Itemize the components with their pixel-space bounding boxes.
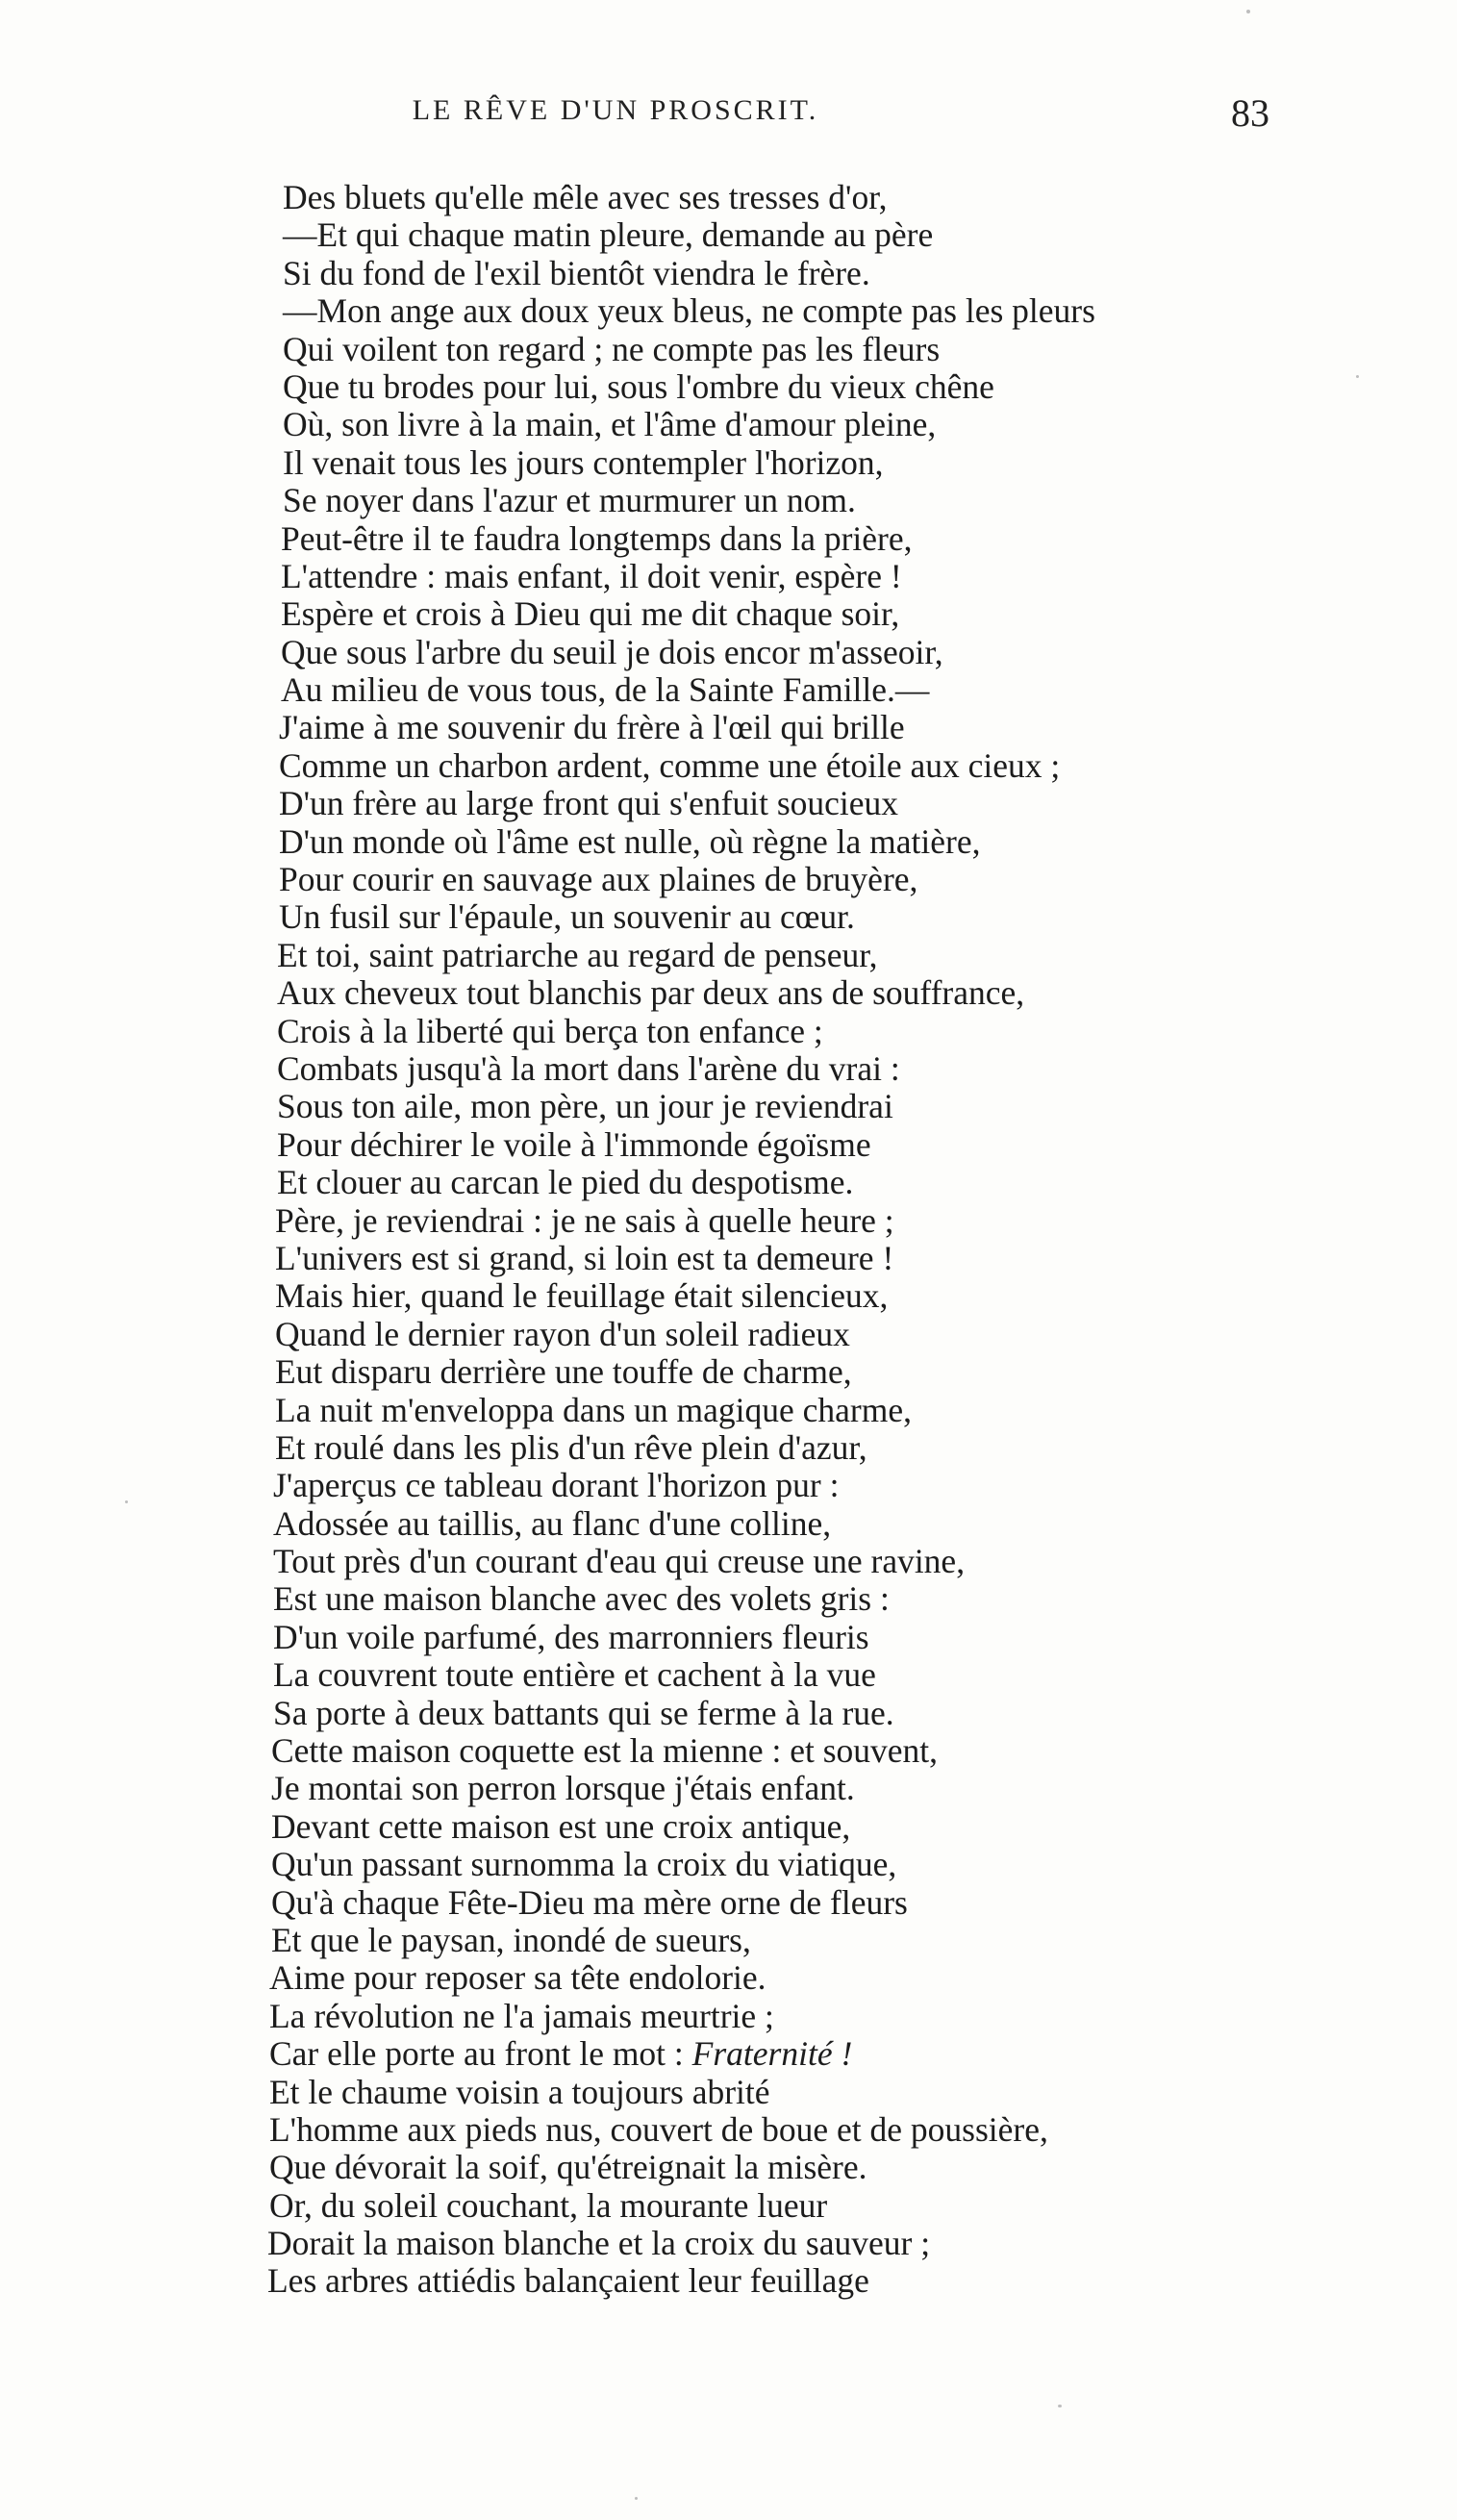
poem-line	[260, 1998, 1443, 2035]
poem-line	[260, 974, 1443, 1012]
poem-line	[260, 1013, 1443, 1050]
poem-line	[260, 406, 1443, 443]
poem-line	[260, 1619, 1443, 1656]
poem-line-text: Est une maison blanche avec des volets gris :	[273, 1579, 890, 1619]
poem-line-text: Peut-être il te faudra longtemps dans la prière,	[281, 518, 913, 558]
poem-line	[260, 2225, 1443, 2262]
poem-line	[260, 861, 1443, 898]
poem-line-text: L'attendre : mais enfant, il doit venir, espère !	[281, 556, 902, 595]
page-number: 83	[1231, 91, 1269, 135]
poem-line	[260, 2035, 1443, 2073]
poem-line-text: Un fusil sur l'épaule, un souvenir au cœur.	[279, 897, 855, 937]
poem-line	[260, 1353, 1443, 1391]
poem-line	[260, 1959, 1443, 1997]
poem-line	[260, 216, 1443, 254]
poem-line	[260, 1202, 1443, 1240]
poem-line	[260, 1429, 1443, 1467]
poem-line	[260, 785, 1443, 822]
poem-line	[260, 2149, 1443, 2186]
poem-line	[260, 634, 1443, 671]
poem-line	[260, 1656, 1443, 1694]
poem-line	[260, 747, 1443, 785]
poem-line	[260, 709, 1443, 746]
poem-line-text: Et le chaume voisin a toujours abrité	[269, 2072, 770, 2111]
poem-line-text: Au milieu de vous tous, de la Sainte Famille.—	[281, 670, 930, 710]
poem-line-text: Où, son livre à la main, et l'âme d'amour pleine,	[283, 405, 937, 444]
poem-line	[260, 520, 1443, 558]
poem-line-text: Crois à la liberté qui berça ton enfance ;	[277, 1011, 823, 1050]
poem-line-text: Mais hier, quand le feuillage était silencieux,	[275, 1276, 889, 1316]
poem-line	[260, 1732, 1443, 1770]
poem-line-emphasis: Fraternité !	[691, 2034, 853, 2074]
poem-line	[260, 558, 1443, 595]
poem-line	[260, 1392, 1443, 1429]
poem-line-text: J'aime à me souvenir du frère à l'œil qui brille	[279, 708, 905, 747]
poem-line	[260, 2111, 1443, 2149]
print-speck	[125, 1500, 128, 1503]
poem-line-text: Il venait tous les jours contempler l'horizon,	[283, 442, 884, 482]
poem-line-text: Adossée au taillis, au flanc d'une colline,	[273, 1503, 832, 1543]
poem-line-text: Que tu brodes pour lui, sous l'ombre du vieux chêne	[283, 366, 994, 406]
poem-line-text: La révolution ne l'a jamais meurtrie ;	[269, 1996, 774, 2035]
poem-text	[260, 179, 1443, 2301]
poem-line	[260, 937, 1443, 974]
poem-line-text: Cette maison coquette est la mienne : et souvent,	[271, 1731, 939, 1771]
poem-line	[260, 1164, 1443, 1201]
poem-line-text: Pour déchirer le voile à l'immonde égoïsme	[277, 1124, 871, 1164]
poem-line	[260, 1316, 1443, 1353]
poem-line	[260, 1695, 1443, 1732]
poem-line	[260, 1884, 1443, 1922]
poem-line	[260, 292, 1443, 330]
poem-line	[260, 1505, 1443, 1543]
poem-line-text: La nuit m'enveloppa dans un magique charme,	[275, 1390, 912, 1429]
poem-line	[260, 898, 1443, 936]
poem-line-text: Pour courir en sauvage aux plaines de bruyère,	[279, 860, 918, 899]
poem-line-text: Aime pour reposer sa tête endolorie.	[269, 1958, 766, 1998]
poem-line	[260, 1050, 1443, 1088]
poem-line-text: Et que le paysan, inondé de sueurs,	[271, 1920, 751, 1959]
poem-line	[260, 255, 1443, 292]
poem-line	[260, 1846, 1443, 1883]
poem-line-text: Eut disparu derrière une touffe de charme,	[275, 1352, 852, 1392]
poem-line	[260, 2074, 1443, 2111]
poem-line-text: —Et qui chaque matin pleure, demande au père	[283, 215, 934, 255]
poem-line	[260, 1770, 1443, 1807]
poem-line-text: Qu'un passant surnomma la croix du viatique,	[271, 1845, 897, 1884]
poem-line-text: La couvrent toute entière et cachent à la vue	[273, 1655, 876, 1695]
poem-line-text: Je montai son perron lorsque j'étais enfant.	[271, 1769, 855, 1808]
poem-line-text: Combats jusqu'à la mort dans l'arène du vrai :	[277, 1048, 900, 1088]
poem-line-text: Que sous l'arbre du seuil je dois encor m'asseoir,	[281, 632, 943, 671]
poem-line-text: Devant cette maison est une croix antique,	[271, 1806, 851, 1846]
poem-line-text: Car elle porte au front le mot :	[269, 2034, 692, 2074]
poem-line-text: Dorait la maison blanche et la croix du sauveur ;	[267, 2224, 931, 2263]
print-speck	[1058, 2405, 1062, 2407]
poem-line-text: Espère et crois à Dieu qui me dit chaque soir,	[281, 594, 900, 634]
poem-line	[260, 671, 1443, 709]
poem-line	[260, 1543, 1443, 1580]
poem-line-text: J'aperçus ce tableau dorant l'horizon pur :	[273, 1466, 840, 1505]
poem-line-text: Père, je reviendrai : je ne sais à quelle heure ;	[275, 1200, 894, 1240]
poem-line-text: Or, du soleil couchant, la mourante lueur	[269, 2185, 828, 2225]
poem-line-text: Tout près d'un courant d'eau qui creuse une ravine,	[273, 1542, 966, 1581]
poem-line-text: Et roulé dans les plis d'un rêve plein d'azur,	[275, 1427, 867, 1467]
poem-line-text: Les arbres attiédis balançaient leur feuillage	[267, 2261, 869, 2301]
poem-line-text: Quand le dernier rayon d'un soleil radieux	[275, 1314, 850, 1353]
poem-line-text: Comme un charbon ardent, comme une étoile aux cieux ;	[279, 745, 1061, 785]
running-title: LE RÊVE D'UN PROSCRIT.	[412, 94, 819, 126]
poem-line	[260, 2262, 1443, 2300]
poem-line-text: Qui voilent ton regard ; ne compte pas les fleurs	[283, 329, 941, 368]
poem-line-text: L'univers est si grand, si loin est ta demeure !	[275, 1238, 894, 1277]
poem-line-text: Et clouer au carcan le pied du despotisme.	[277, 1163, 854, 1202]
poem-line	[260, 595, 1443, 633]
poem-line-text: Sa porte à deux battants qui se ferme à la rue.	[273, 1693, 894, 1732]
poem-line	[260, 1808, 1443, 1846]
poem-line	[260, 1277, 1443, 1315]
poem-line-text: Sous ton aile, mon père, un jour je reviendrai	[277, 1087, 893, 1126]
print-speck	[635, 2497, 638, 2500]
poem-line-text: D'un frère au large front qui s'enfuit soucieux	[279, 784, 899, 823]
poem-line-text: L'homme aux pieds nus, couvert de boue et de poussière,	[269, 2109, 1048, 2149]
poem-line-text: Que dévorait la soif, qu'étreignait la misère.	[269, 2148, 867, 2187]
poem-line-text: D'un voile parfumé, des marronniers fleuris	[273, 1617, 869, 1656]
print-speck	[1356, 375, 1359, 378]
poem-line	[260, 331, 1443, 368]
poem-line	[260, 1126, 1443, 1164]
poem-line	[260, 368, 1443, 406]
poem-line	[260, 482, 1443, 519]
poem-line-text: D'un monde où l'âme est nulle, où règne la matière,	[279, 821, 981, 861]
poem-line-text: Se noyer dans l'azur et murmurer un nom.	[283, 481, 856, 520]
poem-line-text: Et toi, saint patriarche au regard de penseur,	[277, 935, 878, 974]
poem-line	[260, 823, 1443, 861]
poem-line-text: Si du fond de l'exil bientôt viendra le frère.	[283, 253, 870, 292]
print-speck	[1246, 10, 1250, 13]
poem-line	[260, 1922, 1443, 1959]
poem-line-text: Des bluets qu'elle mêle avec ses tresses d'or,	[283, 178, 888, 216]
poem-line	[260, 444, 1443, 482]
poem-line	[260, 2187, 1443, 2225]
poem-line	[260, 1088, 1443, 1125]
poem-line	[260, 1580, 1443, 1618]
poem-line	[260, 179, 1443, 216]
poem-line-text: —Mon ange aux doux yeux bleus, ne compte pas les pleurs	[283, 291, 1095, 331]
poem-line-text: Qu'à chaque Fête-Dieu ma mère orne de fleurs	[271, 1882, 908, 1922]
poem-line-text: Aux cheveux tout blanchis par deux ans de souffrance,	[277, 973, 1025, 1013]
poem-line	[260, 1467, 1443, 1504]
poem-line	[260, 1240, 1443, 1277]
